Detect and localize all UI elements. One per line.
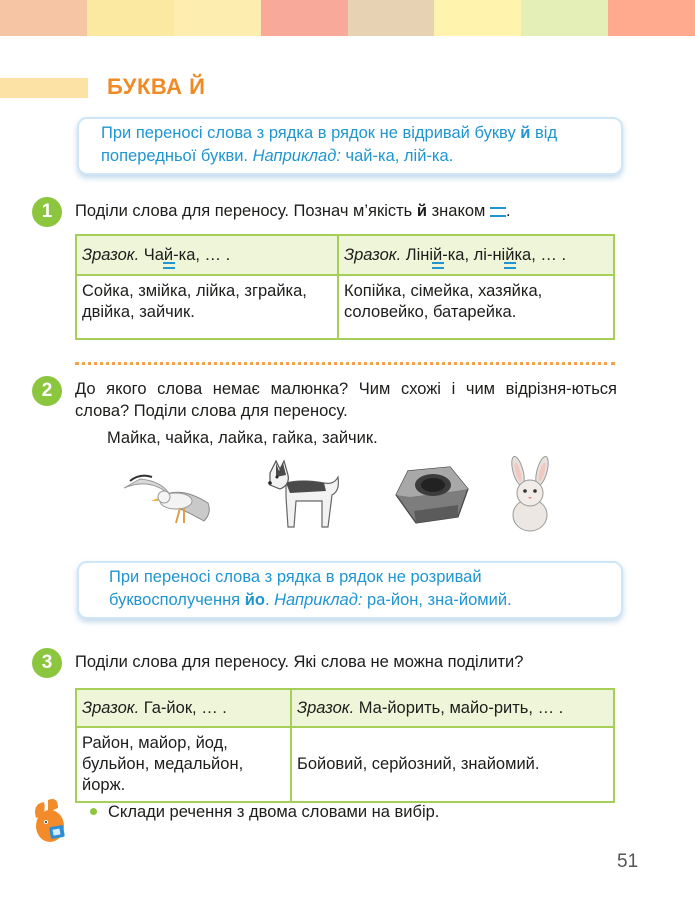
stripe	[608, 0, 695, 36]
task-number-2: 2	[32, 376, 62, 406]
hex-nut-illustration	[390, 455, 475, 535]
section-title: БУКВА Й	[107, 74, 206, 99]
marked-letter: й	[164, 246, 173, 264]
husky-dog-illustration	[262, 455, 342, 535]
stripe	[87, 0, 174, 36]
stripe	[521, 0, 608, 36]
task-2-instruction: До якого слова немає малюнка? Чим схожі і чим відрізня-ються слова? Поділи слова для переносу.	[75, 380, 617, 420]
task-2-words: Майка, чайка, лайка, гайка, зайчик.	[107, 429, 378, 447]
task-3-instruction: Поділи слова для переносу. Які слова не можна поділити?	[75, 653, 524, 671]
stripe	[0, 0, 87, 36]
table-cell: Сойка, змійка, лійка, зграйка, двійка, зайчик.	[76, 275, 338, 339]
rule-text: від попередньої букви.	[101, 124, 558, 165]
table-cell: Зразок. Ліній -ка, лі-ній ка, … .	[338, 235, 614, 275]
seagull-illustration	[120, 455, 215, 535]
stripe	[434, 0, 521, 36]
table-cell: Бойовий, серйозний, знайомий.	[291, 727, 614, 802]
extra-task-text: Склади речення з двома словами на вибір.	[108, 803, 440, 821]
header-color-stripes	[0, 0, 695, 36]
task-3-table	[75, 688, 615, 803]
table-cell: Зразок. Ма-йорить, майо-рить, … .	[291, 689, 614, 727]
example-label: Наприклад:	[274, 591, 363, 609]
bullet-icon	[90, 808, 97, 815]
marked-letter: й	[433, 246, 442, 264]
table-cell: Копійка, сімейка, хазяйка, соловейко, батарейка.	[338, 275, 614, 339]
example-words: чай-ка, лій-ка.	[340, 147, 454, 165]
table-cell: Зразок. Чай -ка, … .	[76, 235, 338, 275]
example-words: ра-йон, зна-йомий.	[362, 591, 512, 609]
rule-text: При переносі слова з рядка в рядок не розривай буквосполучення	[109, 568, 482, 609]
stripe	[174, 0, 261, 36]
dotted-divider	[75, 362, 615, 365]
task-number-3: 3	[32, 648, 62, 678]
task-number-1: 1	[32, 197, 62, 227]
example-label: Наприклад:	[252, 147, 341, 165]
rule-letter: йо	[244, 591, 265, 609]
rule-box-1	[77, 117, 623, 175]
page-number: 51	[617, 851, 639, 872]
task-1-table	[75, 234, 615, 340]
task-1-instruction: Поділи слова для переносу. Познач м’якість й знаком .	[75, 202, 511, 220]
stripe	[348, 0, 435, 36]
title-accent-bar	[0, 78, 88, 98]
marked-letter: й	[505, 246, 514, 264]
mascot-icon	[28, 796, 78, 846]
rule-letter: й	[520, 124, 531, 142]
rule-box-2: При переносі слова з рядка в рядок не розривай буквосполучення йо. Наприклад: ра-йон, зна-йомий.	[77, 561, 623, 619]
rabbit-illustration	[500, 455, 560, 535]
stripe	[261, 0, 348, 36]
table-cell: Зразок. Га-йок, … .	[76, 689, 291, 727]
table-cell: Район, майор, йод, бульйон, медальйон, йорж.	[76, 727, 291, 802]
rule-text: При переносі слова з рядка в рядок не відривай букву	[101, 124, 521, 142]
softness-sign-icon	[490, 207, 506, 217]
